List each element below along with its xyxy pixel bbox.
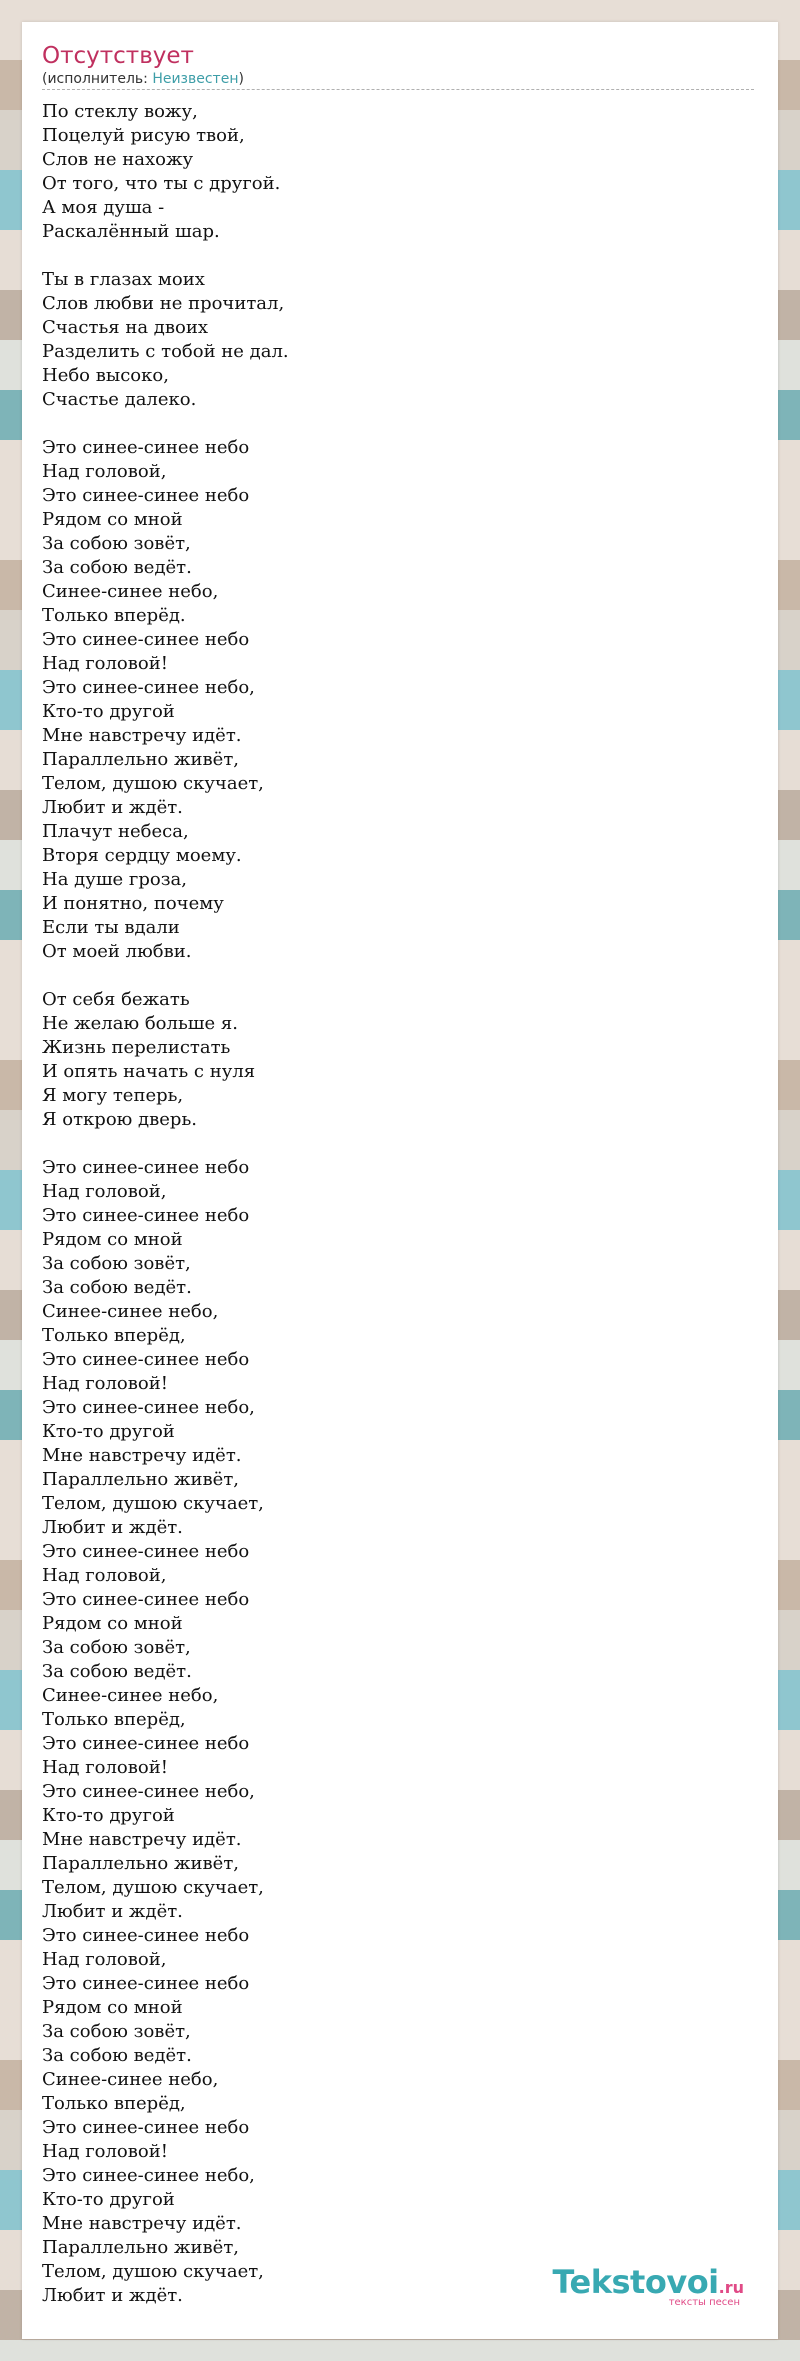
- lyric-line: Это синее-синее небо: [42, 485, 250, 506]
- logo-suffix-text: .ru: [718, 2278, 744, 2297]
- lyric-line: Мне навстречу идёт.: [42, 725, 242, 746]
- artist-link[interactable]: Неизвестен: [152, 71, 239, 87]
- lyric-line: Синее-синее небо,: [42, 581, 219, 602]
- lyric-line: Над головой,: [42, 1565, 167, 1586]
- lyric-line: За собою ведёт.: [42, 2045, 192, 2066]
- lyric-line: Это синее-синее небо: [42, 1157, 250, 1178]
- lyric-line: Телом, душою скучает,: [42, 1493, 264, 1514]
- lyric-line: Это синее-синее небо,: [42, 1781, 255, 1802]
- stanza-break: [42, 244, 742, 268]
- lyric-line: Я могу теперь,: [42, 1085, 184, 1106]
- lyric-line: Счастья на двоих: [42, 317, 208, 338]
- lyric-line: От моей любви.: [42, 941, 192, 962]
- lyric-line: Синее-синее небо,: [42, 2069, 219, 2090]
- lyric-line: Счастье далеко.: [42, 389, 197, 410]
- lyric-line: А моя душа -: [42, 197, 165, 218]
- lyric-line: От себя бежать: [42, 989, 190, 1010]
- lyric-line: Мне навстречу идёт.: [42, 1445, 242, 1466]
- lyric-line: Вторя сердцу моему.: [42, 845, 242, 866]
- lyric-line: Синее-синее небо,: [42, 1301, 219, 1322]
- lyric-line: Разделить с тобой не дал.: [42, 341, 289, 362]
- lyrics-text: [42, 100, 742, 2308]
- lyric-line: Поцелуй рисую твой,: [42, 125, 245, 146]
- lyric-line: Любит и ждёт.: [42, 797, 183, 818]
- performer-line: [42, 69, 244, 89]
- lyric-line: От того, что ты с другой.: [42, 173, 281, 194]
- lyric-line: Телом, душою скучает,: [42, 1877, 264, 1898]
- lyric-line: Параллельно живёт,: [42, 749, 240, 770]
- lyric-line: Это синее-синее небо,: [42, 677, 255, 698]
- lyric-line: Любит и ждёт.: [42, 1517, 183, 1538]
- lyric-line: Это синее-синее небо: [42, 1541, 250, 1562]
- lyric-line: Над головой,: [42, 1949, 167, 1970]
- stanza-break: [42, 964, 742, 988]
- lyric-line: За собою ведёт.: [42, 1661, 192, 1682]
- lyric-line: Это синее-синее небо,: [42, 1397, 255, 1418]
- lyric-line: Рядом со мной: [42, 1997, 183, 2018]
- lyric-line: Только вперёд,: [42, 2093, 186, 2114]
- lyric-line: Это синее-синее небо: [42, 1925, 250, 1946]
- title-divider: [42, 89, 754, 90]
- lyric-line: Слов любви не прочитал,: [42, 293, 285, 314]
- song-title: Отсутствует: [42, 43, 194, 69]
- lyric-line: Не желаю больше я.: [42, 1013, 238, 1034]
- lyric-line: Слов не нахожу: [42, 149, 194, 170]
- performer-suffix: ): [238, 71, 244, 87]
- site-logo[interactable]: [552, 2265, 744, 2309]
- lyric-line: Плачут небеса,: [42, 821, 189, 842]
- lyric-line: Я открою дверь.: [42, 1109, 197, 1130]
- lyric-line: Над головой!: [42, 1757, 168, 1778]
- lyric-line: Параллельно живёт,: [42, 2237, 240, 2258]
- lyric-line: Это синее-синее небо: [42, 1589, 250, 1610]
- lyric-line: И опять начать с нуля: [42, 1061, 256, 1082]
- lyric-line: Телом, душою скучает,: [42, 773, 264, 794]
- lyric-line: Если ты вдали: [42, 917, 180, 938]
- lyric-line: Это синее-синее небо: [42, 1349, 250, 1370]
- lyric-line: По стеклу вожу,: [42, 101, 198, 122]
- lyric-line: За собою зовёт,: [42, 2021, 191, 2042]
- lyric-line: Кто-то другой: [42, 1805, 175, 1826]
- lyric-line: Над головой!: [42, 653, 168, 674]
- lyric-line: За собою ведёт.: [42, 557, 192, 578]
- lyric-line: Кто-то другой: [42, 701, 175, 722]
- lyric-line: За собою ведёт.: [42, 1277, 192, 1298]
- lyric-line: Это синее-синее небо: [42, 1733, 250, 1754]
- lyric-line: Рядом со мной: [42, 1613, 183, 1634]
- lyric-line: Рядом со мной: [42, 1229, 183, 1250]
- logo-tagline: тексты песен: [668, 2297, 740, 2308]
- lyric-line: Ты в глазах моих: [42, 269, 205, 290]
- lyric-line: Кто-то другой: [42, 2189, 175, 2210]
- lyric-line: Жизнь перелистать: [42, 1037, 231, 1058]
- lyric-line: Мне навстречу идёт.: [42, 1829, 242, 1850]
- lyric-line: Только вперёд,: [42, 1325, 186, 1346]
- lyric-line: Это синее-синее небо: [42, 629, 250, 650]
- lyric-line: Это синее-синее небо: [42, 1973, 250, 1994]
- lyric-line: Это синее-синее небо,: [42, 2165, 255, 2186]
- lyric-line: Рядом со мной: [42, 509, 183, 530]
- lyric-line: Раскалённый шар.: [42, 221, 220, 242]
- lyric-line: Параллельно живёт,: [42, 1469, 240, 1490]
- lyric-line: Синее-синее небо,: [42, 1685, 219, 1706]
- stanza-break: [42, 412, 742, 436]
- lyric-line: Над головой,: [42, 461, 167, 482]
- lyric-line: Телом, душою скучает,: [42, 2261, 264, 2282]
- lyric-line: Любит и ждёт.: [42, 2285, 183, 2306]
- stanza-break: [42, 1132, 742, 1156]
- lyric-line: За собою зовёт,: [42, 533, 191, 554]
- lyric-line: Над головой!: [42, 2141, 168, 2162]
- lyric-line: Это синее-синее небо: [42, 437, 250, 458]
- lyric-line: Параллельно живёт,: [42, 1853, 240, 1874]
- lyric-line: Это синее-синее небо: [42, 1205, 250, 1226]
- lyric-line: Над головой,: [42, 1181, 167, 1202]
- lyric-line: За собою зовёт,: [42, 1637, 191, 1658]
- lyric-line: Любит и ждёт.: [42, 1901, 183, 1922]
- logo-main-text: Tekstovoi: [552, 2263, 719, 2301]
- lyric-line: На душе гроза,: [42, 869, 187, 890]
- lyric-line: Только вперёд,: [42, 1709, 186, 1730]
- lyric-line: Небо высоко,: [42, 365, 169, 386]
- lyric-line: Это синее-синее небо: [42, 2117, 250, 2138]
- lyrics-card: [22, 22, 778, 2339]
- lyric-line: Над головой!: [42, 1373, 168, 1394]
- lyric-line: Только вперёд.: [42, 605, 186, 626]
- lyric-line: Кто-то другой: [42, 1421, 175, 1442]
- lyric-line: Мне навстречу идёт.: [42, 2213, 242, 2234]
- lyric-line: За собою зовёт,: [42, 1253, 191, 1274]
- performer-prefix: (исполнитель:: [42, 71, 153, 87]
- lyric-line: И понятно, почему: [42, 893, 224, 914]
